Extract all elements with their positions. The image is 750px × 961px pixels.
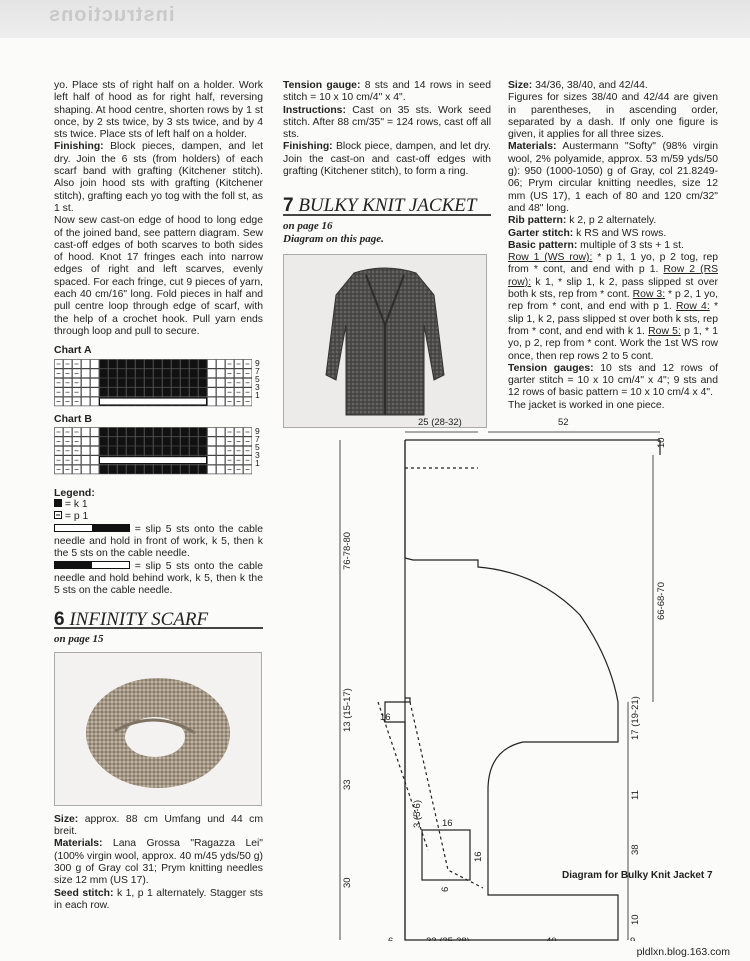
dim-bottom-10: 10 xyxy=(630,914,641,925)
chart-cell xyxy=(91,387,99,396)
chart-cell xyxy=(172,465,180,474)
dim-right-mid: 66-68-70 xyxy=(656,581,667,620)
chart-cell xyxy=(217,427,225,436)
chart-cell xyxy=(118,387,126,396)
watermark-text: pldlxn.blog.163.com xyxy=(636,946,730,958)
chart-b-row-numbers xyxy=(255,427,260,467)
chart-cell xyxy=(145,359,153,368)
chart-cell xyxy=(208,456,216,465)
chart-a-grid xyxy=(54,359,252,407)
chart-cell xyxy=(136,368,144,377)
column-1 xyxy=(54,80,263,912)
section-7-page-ref: on page 16 Diagram on this page. xyxy=(283,219,384,245)
section-7-title: 7 BULKY KNIT JACKET xyxy=(283,200,491,215)
scarf-instructions: Instructions: Cast on 35 sts. Work seed stitch. After 88 cm/35" = 124 rows, cast off all sts. xyxy=(283,104,491,141)
chart-cell xyxy=(181,446,189,455)
chart-cell xyxy=(127,437,135,446)
scarf-size: Size: approx. 88 cm Umfang und 44 cm breit. xyxy=(54,813,263,838)
chart-cell xyxy=(199,437,207,446)
row-number: 9 xyxy=(255,425,260,436)
row-number: 5 xyxy=(255,441,260,452)
chart-cell xyxy=(100,437,108,446)
finishing-paragraph xyxy=(54,141,263,215)
finishing-text: Block pieces, dampen, and let dry. Join the 6 sts (from holders) of each scarf band with grafting (Kitchener stitch). Also join hood sts with grafting (Kitchener stitch), grafting each yo tog with the foll st, as 1 st. xyxy=(54,141,263,214)
chart-cell xyxy=(91,378,99,387)
chart-cell xyxy=(136,446,144,455)
chart-cell xyxy=(118,446,126,455)
cable-back-symbol-icon xyxy=(54,561,130,569)
chart-cell xyxy=(118,368,126,377)
chart-cell xyxy=(145,368,153,377)
chart-cell xyxy=(154,446,162,455)
chart-b-grid xyxy=(54,427,252,475)
chart-cell xyxy=(208,437,216,446)
chart-cell xyxy=(109,437,117,446)
chart-cell xyxy=(136,465,144,474)
chart-cell xyxy=(217,387,225,396)
chart-cell xyxy=(181,387,189,396)
chart-cell xyxy=(109,368,117,377)
chart-cell xyxy=(163,427,171,436)
chart-cell xyxy=(190,446,198,455)
jacket-size-note: Figures for sizes 38/40 and 42/44 are given in parentheses, in ascending order, separated by a dash. If only one figure is given, it applies for all three sizes. xyxy=(508,92,718,141)
chart-cell xyxy=(82,368,90,377)
chart-cell xyxy=(208,465,216,474)
cable-front-symbol-icon xyxy=(54,524,130,532)
chart-cell xyxy=(199,368,207,377)
chart-cell xyxy=(82,387,90,396)
dim-left-height: 76-78-80 xyxy=(342,531,353,570)
chart-cell xyxy=(208,427,216,436)
chart-cell xyxy=(91,446,99,455)
chart-cell xyxy=(127,446,135,455)
row-number: 3 xyxy=(255,449,260,460)
chart-cell xyxy=(190,359,198,368)
chart-cell xyxy=(100,387,108,396)
page-header xyxy=(0,0,750,38)
fringe-paragraph: Now sew cast-on edge of hood to long edge of the joined band, see pattern diagram. Sew cast-off edges of both scarves to both sides of hood. Knot 17 fringes each into narrow edges of right and left scarves, evenly spaced. For each fringe, cut 9 pieces of yarn, each 40 cm/16" long. Fold pieces in half and pull centre loop through edge of scarf, with the help of a crochet hook. Pull yarn ends through loop and pull to secure. xyxy=(54,215,263,337)
chart-cell xyxy=(91,359,99,368)
chart-cell xyxy=(172,359,180,368)
chart-cell xyxy=(181,378,189,387)
dimension-labels xyxy=(342,417,667,947)
dim-pocket-16b: 16 xyxy=(473,851,484,862)
chart-cell xyxy=(172,368,180,377)
chart-cell xyxy=(145,437,153,446)
chart-cell xyxy=(145,378,153,387)
chart-cell xyxy=(190,368,198,377)
chart-cell xyxy=(100,427,108,436)
chart-cell xyxy=(172,446,180,455)
chart-cell xyxy=(136,378,144,387)
scarf-seed-stitch: Seed stitch: k 1, p 1 alternately. Stagger sts in each row. xyxy=(54,887,263,911)
dim-left-33: 33 xyxy=(342,779,353,790)
chart-cell xyxy=(217,465,225,474)
row-number: 1 xyxy=(255,389,260,400)
chart-cell xyxy=(136,387,144,396)
chart-cell xyxy=(109,465,117,474)
section-6-page-ref: on page 15 xyxy=(54,632,104,645)
chart-cell xyxy=(91,437,99,446)
chart-cell xyxy=(136,437,144,446)
chart-cell xyxy=(145,465,153,474)
cable-row xyxy=(100,457,207,464)
chart-cell xyxy=(181,427,189,436)
jacket-worked-note: The jacket is worked in one piece. xyxy=(508,399,665,411)
chart-cell xyxy=(127,427,135,436)
chart-cell xyxy=(145,387,153,396)
chart-cell xyxy=(172,387,180,396)
chart-cell xyxy=(190,437,198,446)
dim-left-30: 30 xyxy=(342,877,353,888)
chart-cell xyxy=(163,437,171,446)
column-3 xyxy=(508,80,718,412)
chart-cell xyxy=(136,427,144,436)
rib-pattern: Rib pattern: k 2, p 2 alternately. xyxy=(508,215,657,227)
hood-paragraph: yo. Place sts of right half on a holder. Work left half of hood as for right half, reversing shaping. At hood centre, shorten rows by 1 st once, by 2 sts twice, by 3 sts twice, and by 4 sts twice. Place sts of left half on a holder. xyxy=(54,80,263,141)
chart-cell xyxy=(91,427,99,436)
dim-top-width: 25 (28-32) xyxy=(418,417,462,428)
chart-cell xyxy=(91,397,99,406)
chart-cell xyxy=(190,378,198,387)
chart-cell xyxy=(190,387,198,396)
chart-cell xyxy=(199,378,207,387)
chart-cell xyxy=(82,359,90,368)
chart-cell xyxy=(172,437,180,446)
column-2 xyxy=(283,80,491,428)
chart-cell xyxy=(127,378,135,387)
chart-cell xyxy=(181,437,189,446)
jacket-image xyxy=(284,255,486,427)
chart-cell xyxy=(217,397,225,406)
legend-cable-front: = slip 5 sts onto the cable needle and hold in front of work, k 5, then k the 5 sts on the cable needle. xyxy=(54,523,263,560)
chart-b xyxy=(54,427,263,475)
chart-cell xyxy=(208,446,216,455)
legend-p1: = p 1 xyxy=(54,511,263,523)
row-number: 7 xyxy=(255,365,260,376)
chart-cell xyxy=(181,368,189,377)
chart-cell xyxy=(217,368,225,377)
chart-cell xyxy=(181,359,189,368)
dim-right-11: 11 xyxy=(630,790,641,800)
chart-cell xyxy=(100,368,108,377)
chart-cell xyxy=(190,465,198,474)
chart-cell xyxy=(82,427,90,436)
chart-cell xyxy=(82,456,90,465)
chart-a xyxy=(54,359,263,407)
chart-cell xyxy=(127,359,135,368)
chart-cell xyxy=(118,359,126,368)
chart-cell xyxy=(217,456,225,465)
chart-cell xyxy=(154,437,162,446)
chart-cell xyxy=(118,465,126,474)
chart-cell xyxy=(217,378,225,387)
row-number: 5 xyxy=(255,373,260,384)
chart-a-label: Chart A xyxy=(54,344,92,357)
chart-cell xyxy=(208,359,216,368)
chart-cell xyxy=(217,446,225,455)
chart-cell xyxy=(154,465,162,474)
chart-cell xyxy=(91,456,99,465)
chart-cell xyxy=(181,465,189,474)
chart-cell xyxy=(109,427,117,436)
chart-cell xyxy=(100,359,108,368)
chart-cell xyxy=(199,359,207,368)
jacket-size: Size: 34/36, 38/40, and 42/44. xyxy=(508,80,648,91)
chart-cell xyxy=(118,378,126,387)
chart-cell xyxy=(154,359,162,368)
chart-cell xyxy=(118,427,126,436)
chart-cell xyxy=(82,437,90,446)
chart-cell xyxy=(109,378,117,387)
chart-cell xyxy=(100,446,108,455)
section-6-title: 6 INFINITY SCARF xyxy=(54,614,263,629)
chart-cell xyxy=(118,437,126,446)
schematic-outline xyxy=(378,440,660,940)
chart-cell xyxy=(82,378,90,387)
dim-top-right: 52 xyxy=(558,417,569,428)
scarf-materials: Materials: Lana Grossa "Ragazza Lei" (100% virgin wool, approx. 40 m/45 yds/50 g) 300 g of Gray col 31; Prym knitting needles size 12 mm (US 17). xyxy=(54,838,263,887)
chart-cell xyxy=(154,368,162,377)
finishing-label: Finishing: xyxy=(54,141,104,153)
dim-right-38: 38 xyxy=(630,844,641,855)
chart-cell xyxy=(145,427,153,436)
chart-cell xyxy=(199,387,207,396)
chart-cell xyxy=(163,465,171,474)
jacket-tension: Tension gauges: 10 sts and 12 rows of garter stitch = 10 x 10 cm/4" x 4"; 9 sts and 12 rows of basic pattern = 10 x 10 cm/4 x 4". xyxy=(508,362,718,399)
chart-cell xyxy=(208,397,216,406)
chart-cell xyxy=(154,378,162,387)
chart-cell xyxy=(91,368,99,377)
chart-a-row-numbers xyxy=(255,359,260,399)
cable-row xyxy=(100,398,207,405)
chart-cell xyxy=(217,359,225,368)
chart-cell xyxy=(82,465,90,474)
chart-cell xyxy=(199,427,207,436)
chart-cell xyxy=(154,427,162,436)
bulky-jacket-photo xyxy=(283,254,487,428)
scarf-finishing: Finishing: Block piece, dampen, and let dry. Join the cast-on and cast-off edges with grafting (Kitchener stitch), to form a ring. xyxy=(283,141,491,178)
chart-cell xyxy=(163,378,171,387)
chart-cell xyxy=(127,465,135,474)
dim-sleeve-width: 16 xyxy=(380,712,391,723)
dim-left-sleeve: 13 (15-17) xyxy=(342,688,353,732)
chart-cell xyxy=(82,397,90,406)
legend-k1: = k 1 xyxy=(54,499,263,511)
chart-cell xyxy=(208,378,216,387)
legend-cable-back: = slip 5 sts onto the cable needle and hold behind work, k 5, then k the 5 sts on the cable needle. xyxy=(54,560,263,597)
chart-cell xyxy=(199,446,207,455)
chart-cell xyxy=(127,368,135,377)
row-number: 3 xyxy=(255,381,260,392)
dim-pocket-16a: 16 xyxy=(442,818,453,829)
chart-cell xyxy=(91,465,99,474)
chart-cell xyxy=(100,378,108,387)
chart-cell xyxy=(154,387,162,396)
scarf-tension: Tension gauge: 8 sts and 14 rows in seed stitch = 10 x 10 cm/4" x 4". xyxy=(283,80,491,104)
dim-pocket-3: 3 (5-6) xyxy=(412,800,423,828)
chart-cell xyxy=(82,446,90,455)
row-number: 9 xyxy=(255,357,260,368)
row-number: 1 xyxy=(255,457,260,468)
chart-cell xyxy=(109,387,117,396)
chart-cell xyxy=(100,465,108,474)
chart-cell xyxy=(208,387,216,396)
header-title: instructions xyxy=(48,4,175,26)
chart-cell xyxy=(127,387,135,396)
scarf-image xyxy=(55,653,261,805)
chart-cell xyxy=(163,446,171,455)
chart-cell xyxy=(199,465,207,474)
jacket-schematic xyxy=(318,410,728,950)
infinity-scarf-photo xyxy=(54,652,262,806)
chart-cell xyxy=(217,437,225,446)
chart-cell xyxy=(208,368,216,377)
chart-cell xyxy=(163,359,171,368)
knit-symbol-icon xyxy=(54,499,62,507)
diagram-title: Diagram for Bulky Knit Jacket 7 xyxy=(562,870,713,881)
basic-pattern-rows: Row 1 (WS row): * p 1, 1 yo, p 2 tog, rep from * cont, and end with p 1. Row 2 (RS row): k 1, * slip 1, k 2, pass slipped st over both k sts, rep from * cont. Row 3: * p 2, 1 yo, rep from * cont, and end with p 1. Row 4: * slip 1, k 2, pass slipped st over both k sts, rep from * cont, and end with k 1. Row 5: p 1, * 1 yo, p 2, rep from * cont. Work the 1st WS row once, then rep rows 2 to 5 cont. xyxy=(508,252,719,362)
basic-pattern: Basic pattern: multiple of 3 sts + 1 st. xyxy=(508,239,684,251)
chart-b-label: Chart B xyxy=(54,412,92,425)
chart-cell xyxy=(109,359,117,368)
chart-cell xyxy=(136,359,144,368)
chart-cell xyxy=(190,427,198,436)
row-number: 7 xyxy=(255,433,260,444)
chart-cell xyxy=(109,446,117,455)
chart-cell xyxy=(172,378,180,387)
chart-cell xyxy=(172,427,180,436)
chart-cell xyxy=(163,387,171,396)
garter-stitch: Garter stitch: k RS and WS rows. xyxy=(508,227,667,239)
jacket-materials: Materials: Austermann "Softy" (98% virgin wool, 2% polyamide, approx. 53 m/59 yds/50 g): 950 (1000-1050) g of Gray, col 21.8249-06; Prym circular knitting needles, size 12 mm (US 17), 1 each of 80 and 120 cm/32" and 48" long. xyxy=(508,141,718,214)
chart-cell xyxy=(145,446,153,455)
purl-symbol-icon xyxy=(54,511,62,519)
dim-right-17: 17 (19-21) xyxy=(630,696,641,740)
chart-cell xyxy=(163,368,171,377)
dim-pocket-6: 6 xyxy=(440,886,451,892)
legend-label: Legend: xyxy=(54,486,95,499)
dim-right-top: 10 xyxy=(656,437,667,448)
